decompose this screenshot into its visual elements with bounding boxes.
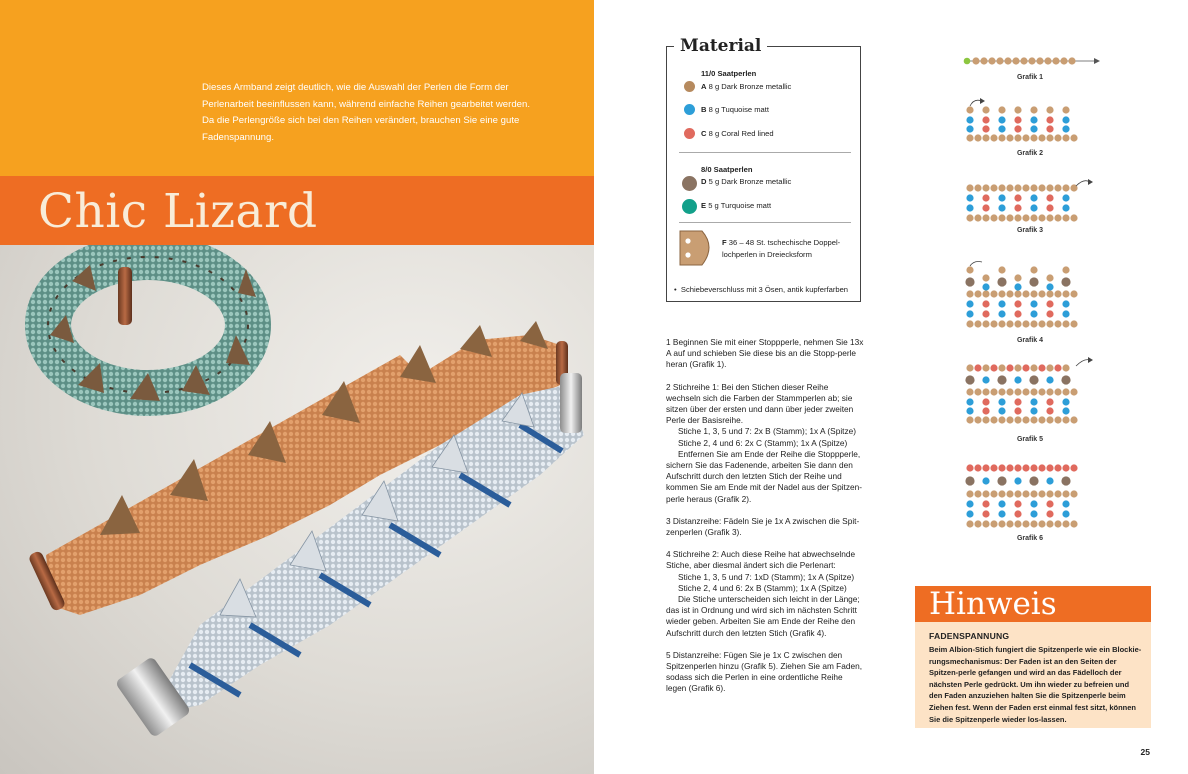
material-group2-header: 8/0 Saatperlen: [701, 165, 753, 174]
hinweis-title: Hinweis: [929, 586, 1057, 622]
bead-d-swatch: [682, 176, 697, 191]
grafik-1-diagram: [960, 52, 1100, 70]
grafik-1-label: Grafik 1: [1016, 74, 1044, 81]
bracelet-photo: [0, 245, 594, 774]
material-item-b: B 8 g Tuquoise matt: [701, 105, 769, 114]
material-group1-header: 11/0 Saatperlen: [701, 69, 757, 78]
grafik-6-diagram: [960, 460, 1100, 532]
grafik-3-label: Grafik 3: [1016, 227, 1044, 234]
intro-text: Dieses Armband zeigt deutlich, wie die Auswahl der Perlen die Form der Perlenarbeit beeinflussen kann, während einfache Reihen gearbeitet werden. Da die Perlengröße sich bei den Reihen verändert, brauchen Sie eine gute Fadenspannung.: [202, 82, 531, 143]
page-number: 25: [1140, 747, 1150, 757]
grafik-4-diagram: [960, 260, 1100, 332]
bracelet-illustration: [0, 245, 594, 774]
material-title: Material: [674, 36, 767, 56]
bead-e-swatch: [682, 199, 697, 214]
triangle-bead-icon: [676, 229, 720, 267]
grafik-2-diagram: [960, 96, 1100, 144]
bead-a-swatch: [684, 81, 695, 92]
material-divider: [679, 222, 851, 223]
material-clasp: • Schiebeverschluss mit 3 Ösen, antik kupferfarben: [674, 285, 849, 294]
step-2: 2 Stichreihe 1: Bei den Stichen dieser Reihe wechseln sich die Farben der Stammperlen ab; sie sitzen über der ersten und dann über jeder zweiten Perle der Basisreihe. Stiche 1, 3, 5 und 7: 2x B (Stamm); 1x A (Spitze) Stiche 2, 4 und 6: 2x C (Stamm); 1x A (Spitze) Entfernen Sie am Ende der Reihe die Stoppperle, sichern Sie das Fadenende, arbeiten Sie dann den Aufschritt durch den letzten Stich der Reihe und kommen Sie am Ende mit der Nadel aus der Spitzen-perle heraus (Grafik 2).: [666, 381, 862, 504]
project-title: Chic Lizard: [38, 184, 318, 239]
cuff-bracelet: [48, 257, 256, 401]
material-item-c: C 8 g Coral Red lined: [701, 129, 774, 138]
hinweis-box: [915, 586, 1151, 728]
grafik-6-label: Grafik 6: [1016, 535, 1044, 542]
bead-b-swatch: [684, 104, 695, 115]
material-item-f-cont: lochperlen in Dreiecksform: [722, 250, 812, 259]
grafik-5-label: Grafik 5: [1016, 436, 1044, 443]
step-1: 1 Beginnen Sie mit einer Stoppperle, nehmen Sie 13x A auf und schieben Sie diese bis an die Stopp-perle heran (Grafik 1).: [666, 337, 864, 370]
grafik-5-diagram: [960, 356, 1100, 428]
material-item-d: D 5 g Dark Bronze metallic: [701, 177, 792, 186]
right-page: [594, 0, 1188, 774]
step-3: 3 Distanzreihe: Fädeln Sie je 1x A zwischen die Spit-zenperlen (Grafik 3).: [666, 515, 860, 538]
hinweis-subtitle: FADENSPANNUNG: [929, 631, 1010, 641]
hinweis-text: Beim Albion-Stich fungiert die Spitzenperle wie ein Blockie-rungsmechanismus: Der Faden ist an den Seiten der Spitzen-perle gefangen und wird an das Fädelloch der nächsten Perle gedrückt. Um ihn wieder zu befreien und den Faden anzuziehen halten Sie die Spitzenperle beim Ziehen fest. Wenn der Faden erst einmal fest sitzt, können Sie die Spitzenperle wieder los-lassen.: [929, 645, 1142, 724]
instructions-column: [666, 337, 864, 706]
material-item-e: E 5 g Turquoise matt: [701, 201, 772, 210]
material-divider: [679, 152, 851, 153]
material-item-a: A 8 g Dark Bronze metallic: [701, 82, 792, 91]
grafik-4-label: Grafik 4: [1016, 337, 1044, 344]
step-4: 4 Stichreihe 2: Auch diese Reihe hat abwechselnde Stiche, aber diesmal ändert sich die Perlenart: Stiche 1, 3, 5 und 7: 1xD (Stamm); 1x A (Spitze) Stiche 2, 4 und 6: 2x B (Stamm); 1x A (Spitze) Die Stiche unterscheiden sich leicht in der Länge; das ist in Ordnung und wird sich im nächsten Schritt wieder geben. Arbeiten Sie am Ende der Reihe den Aufschritt durch den letzten Stich (Grafik 4).: [666, 549, 860, 638]
bead-c-swatch: [684, 128, 695, 139]
material-item-f: F 36 – 48 St. tschechische Doppel-: [722, 238, 841, 247]
step-5: 5 Distanzreihe: Fügen Sie je 1x C zwischen den Spitzenperlen hinzu (Grafik 5). Ziehen Sie am Faden, sodass sich die Perlen in eine ordentliche Reihe legen (Grafik 6).: [666, 649, 862, 694]
grafik-3-diagram: [960, 176, 1100, 224]
grafik-2-label: Grafik 2: [1016, 150, 1044, 157]
